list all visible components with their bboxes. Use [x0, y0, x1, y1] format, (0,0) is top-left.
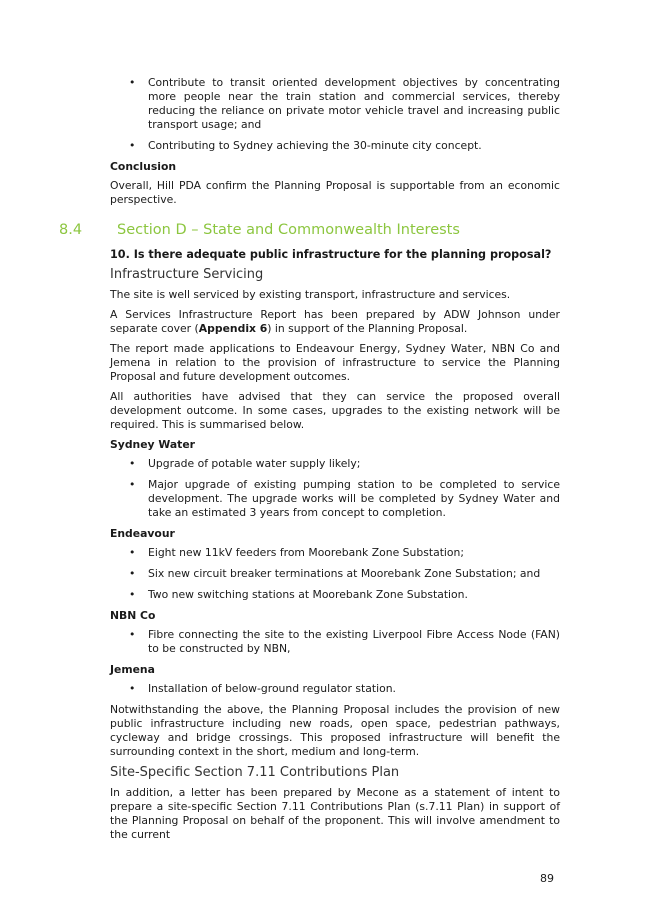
list-item-text: Contribute to transit oriented development objectives by concentrating more people near the train station and commercial services, thereby reducing the reliance on private motor vehicle travel and increasing public transport usage; and: [148, 76, 560, 131]
list-item-text: Eight new 11kV feeders from Moorebank Zone Substation;: [148, 546, 465, 559]
list-item: [110, 546, 560, 560]
list-item: [110, 682, 560, 696]
paragraph: The report made applications to Endeavour Energy, Sydney Water, NBN Co and Jemena in relation to the provision of infrastructure to service the Planning Proposal and future development outcomes.: [110, 342, 560, 383]
list-item: [110, 76, 560, 132]
paragraph-text: ) in support of the Planning Proposal.: [267, 322, 468, 335]
paragraph: [110, 308, 560, 336]
section-number: 8.4: [59, 222, 83, 238]
bullet-icon: •: [129, 139, 136, 152]
paragraph: In addition, a letter has been prepared by Mecone as a statement of intent to prepare a site-specific Section 7.11 Contributions Plan (s.7.11 Plan) in support of the Planning Proposal on behalf of the proponent. This will involve amendment to the current: [110, 786, 560, 841]
list-item-text: Upgrade of potable water supply likely;: [148, 457, 361, 470]
paragraph: The site is well serviced by existing transport, infrastructure and services.: [110, 288, 511, 301]
list-item: [110, 588, 560, 602]
list-item-text: Six new circuit breaker terminations at Moorebank Zone Substation; and: [148, 567, 541, 580]
bullet-icon: •: [129, 478, 136, 491]
question-heading: 10. Is there adequate public infrastructure for the planning proposal?: [110, 248, 552, 261]
endeavour-heading: Endeavour: [110, 527, 175, 540]
list-item-text: Installation of below-ground regulator station.: [148, 682, 396, 695]
bullet-icon: •: [129, 546, 136, 559]
bullet-icon: •: [129, 76, 136, 89]
bullet-icon: •: [129, 682, 136, 695]
bullet-icon: •: [129, 567, 136, 580]
contributions-heading: Site-Specific Section 7.11 Contributions Plan: [110, 765, 400, 780]
list-item: [110, 457, 560, 471]
list-item: [110, 628, 560, 656]
list-item-text: Contributing to Sydney achieving the 30-minute city concept.: [148, 139, 482, 152]
sydney-water-heading: Sydney Water: [110, 438, 195, 451]
bullet-icon: •: [129, 628, 136, 641]
list-item-text: Major upgrade of existing pumping station to be completed to service development. The upgrade works will be completed by Sydney Water and take an estimated 3 years from concept to completion.: [148, 478, 560, 519]
bullet-icon: •: [129, 588, 136, 601]
page-content: [59, 76, 560, 848]
nbn-heading: NBN Co: [110, 609, 156, 622]
bullet-icon: •: [129, 457, 136, 470]
list-item-text: Fibre connecting the site to the existing Liverpool Fibre Access Node (FAN) to be constructed by NBN,: [148, 628, 560, 655]
section-title: Section D – State and Commonwealth Interests: [117, 222, 460, 238]
list-item: [110, 567, 560, 581]
list-item: [110, 478, 560, 520]
page-number: 89: [540, 872, 554, 885]
appendix-reference: Appendix 6: [198, 322, 268, 335]
list-item: [110, 139, 560, 153]
infrastructure-heading: Infrastructure Servicing: [110, 267, 264, 282]
conclusion-heading: Conclusion: [110, 160, 177, 173]
conclusion-text: Overall, Hill PDA confirm the Planning Proposal is supportable from an economic perspective.: [110, 179, 560, 206]
paragraph: All authorities have advised that they can service the proposed overall development outcome. In some cases, upgrades to the existing network will be required. This is summarised below.: [110, 390, 560, 431]
paragraph-text: A Services Infrastructure Report has been prepared by ADW Johnson under separate cover (: [110, 308, 560, 335]
section-heading: [59, 222, 560, 240]
list-item-text: Two new switching stations at Moorebank Zone Substation.: [148, 588, 468, 601]
paragraph: Notwithstanding the above, the Planning Proposal includes the provision of new public infrastructure including new roads, open space, pedestrian pathways, cycleway and bridge crossings. This proposed infrastructure will benefit the surrounding context in the short, medium and long-term.: [110, 703, 560, 758]
jemena-heading: Jemena: [110, 663, 155, 676]
